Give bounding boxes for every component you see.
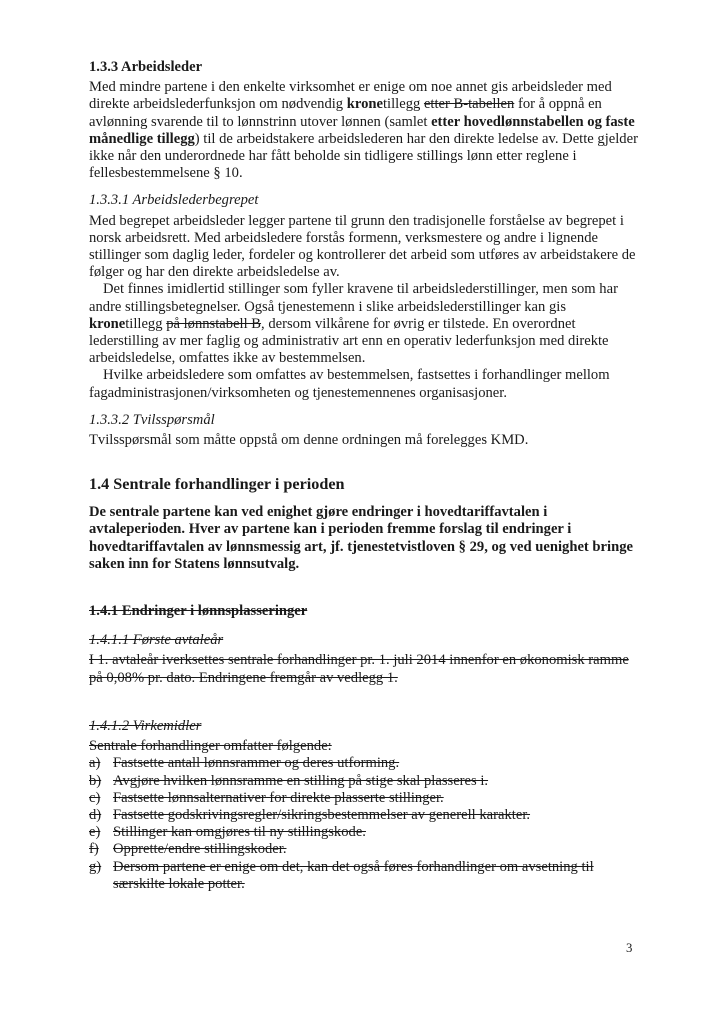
- heading-1-3-3-2-tvilssporsmal: [89, 412, 638, 429]
- text-segment: 1.3.3 Arbeidsleder: [89, 59, 203, 75]
- virkemidler-list: [89, 755, 638, 893]
- heading-1-4-1-2-virkemidler: [89, 718, 638, 735]
- heading-1-4-1-1-forste-avtalear: [89, 632, 638, 649]
- text-segment: De sentrale partene kan ved enighet gjøre endringer i hovedtariffavtalen i avtaleperioden. Hver av partene kan i perioden fremme forslag til endringer i hovedtariffavtalen av lønnsmessig art, jf. tjenestetvistloven § 29, og ved uenighet bringe saken inn for Statens lønnsutvalg.: [89, 504, 633, 572]
- text-segment: ) til de arbeidstakere arbeidslederen har den direkte ledelse av. Dette gjelder ikke når den underordnede har fått beholde sin tidligere stillings lønn etter reglene i fellesbestemmelsene § 10.: [89, 130, 638, 182]
- text-segment: Med mindre partene i den enkelte virksomhet er enige om noe annet gis arbeidsleder med direkte arbeidslederfunksjon om nødvendig: [89, 79, 612, 113]
- paragraph-virkemidler-intro: [89, 738, 638, 755]
- paragraph-arbeidslederbegrepet-2: [89, 281, 638, 367]
- heading-1-4-1-endringer-lonnsplasseringer: [89, 603, 638, 620]
- list-item-text: Stillinger kan omgjøres til ny stillingskode.: [113, 824, 366, 841]
- text-segment: etter hovedlønnstabellen og faste månedlige tillegg: [89, 113, 635, 147]
- text-segment: etter B-tabellen: [423, 96, 515, 113]
- text-segment: 1.4.1 Endringer i lønnsplasseringer: [89, 603, 308, 620]
- heading-1-3-3-arbeidsleder: [89, 59, 638, 76]
- text-segment: Tvilsspørsmål som måtte oppstå om denne ordningen må forelegges KMD.: [89, 432, 529, 449]
- list-item: [89, 824, 638, 841]
- list-item: [89, 841, 638, 858]
- list-item: [89, 790, 638, 807]
- text-segment: 1.4.1.2 Virkemidler: [89, 717, 202, 734]
- list-item-marker: e): [89, 824, 101, 841]
- paragraph-forste-avtalear: [89, 652, 638, 686]
- text-segment: krone: [89, 315, 126, 332]
- list-item-marker: b): [89, 772, 102, 789]
- text-segment: tillegg: [383, 96, 424, 113]
- text-segment: 1.3.3.1 Arbeidslederbegrepet: [89, 192, 259, 209]
- list-item-text: Opprette/endre stillingskoder.: [113, 841, 287, 858]
- text-segment: Sentrale forhandlinger omfatter følgende:: [89, 738, 332, 755]
- text-segment: Med begrepet arbeidsleder legger partene til grunn den tradisjonelle forståelse av begrepet i norsk arbeidsrett. Med arbeidsledere forstås formenn, verksmestere og andre i lignende stillinger som daglig leder, fordeler og kontrollerer det arbeid som utføres av arbeidstakere de følger og har den direkte arbeidsledelse av.: [89, 212, 636, 281]
- list-item-text: Fastsette lønnsalternativer for direkte plasserte stillinger.: [113, 789, 444, 806]
- paragraph-arbeidslederbegrepet-1: [89, 213, 638, 282]
- list-item-marker: a): [89, 755, 101, 772]
- paragraph-sentrale-forhandlinger: [89, 504, 638, 573]
- text-segment: tillegg: [125, 315, 167, 332]
- text-segment: 1.4 Sentrale forhandlinger i perioden: [89, 475, 345, 494]
- list-item-text: Fastsette antall lønnsrammer og deres utforming.: [113, 755, 400, 772]
- text-segment: 1.4.1.1 Første avtaleår: [89, 632, 224, 649]
- paragraph-tvilssporsmal: [89, 432, 638, 449]
- paragraph-arbeidsleder-intro: [89, 79, 638, 182]
- paragraph-arbeidslederbegrepet-3: [89, 367, 638, 401]
- list-item-marker: f): [89, 841, 99, 858]
- list-item-marker: c): [89, 789, 101, 806]
- text-segment: Hvilke arbeidsledere som omfattes av bestemmelsen, fastsettes i forhandlinger mellom fagadministrasjonen/virksomheten og tjenestemennenes organisasjoner.: [89, 367, 610, 401]
- text-segment: for å oppnå en avlønning svarende til to lønnstrinn utover lønnen (samlet: [89, 96, 602, 130]
- list-item-text: Fastsette godskrivingsregler/sikringsbestemmelser av generell karakter.: [113, 806, 531, 823]
- text-segment: krone: [346, 96, 383, 113]
- text-segment: på lønnstabell B: [166, 315, 262, 332]
- list-item: [89, 773, 638, 790]
- text-segment: Det finnes imidlertid stillinger som fyller kravene til arbeidslederstillinger, men som har andre stillingsbetegnelser. Også tjenestemenn i slike arbeidslederstillinger kan gis: [89, 281, 618, 315]
- text-segment: I 1. avtaleår iverksettes sentrale forhandlinger pr. 1. juli 2014 innenfor en økonomisk ramme på 0,08% pr. dato. Endringene fremgår av vedlegg 1.: [89, 652, 629, 686]
- list-item-text: Dersom partene er enige om det, kan det også føres forhandlinger om avsetning til særskilte lokale potter.: [113, 858, 594, 892]
- list-item: [89, 807, 638, 824]
- heading-1-4-sentrale-forhandlinger: [89, 475, 638, 494]
- list-item: [89, 859, 638, 893]
- list-item-marker: d): [89, 806, 102, 823]
- document-content: [89, 59, 638, 893]
- text-segment: 1.3.3.2 Tvilsspørsmål: [89, 411, 215, 428]
- list-item-marker: g): [89, 858, 102, 875]
- page-number: 3: [626, 941, 633, 955]
- text-segment: , dersom vilkårene for øvrig er tilstede. En overordnet lederstilling av mer faglig og administrativ art enn en operativ lederfunksjon med direkte arbeidsledelse, omfattes ikke av bestemmelsen.: [89, 315, 609, 367]
- heading-1-3-3-1-arbeidslederbegrepet: [89, 192, 638, 209]
- list-item-text: Avgjøre hvilken lønnsramme en stilling på stige skal plasseres i.: [113, 772, 489, 789]
- list-item: [89, 755, 638, 772]
